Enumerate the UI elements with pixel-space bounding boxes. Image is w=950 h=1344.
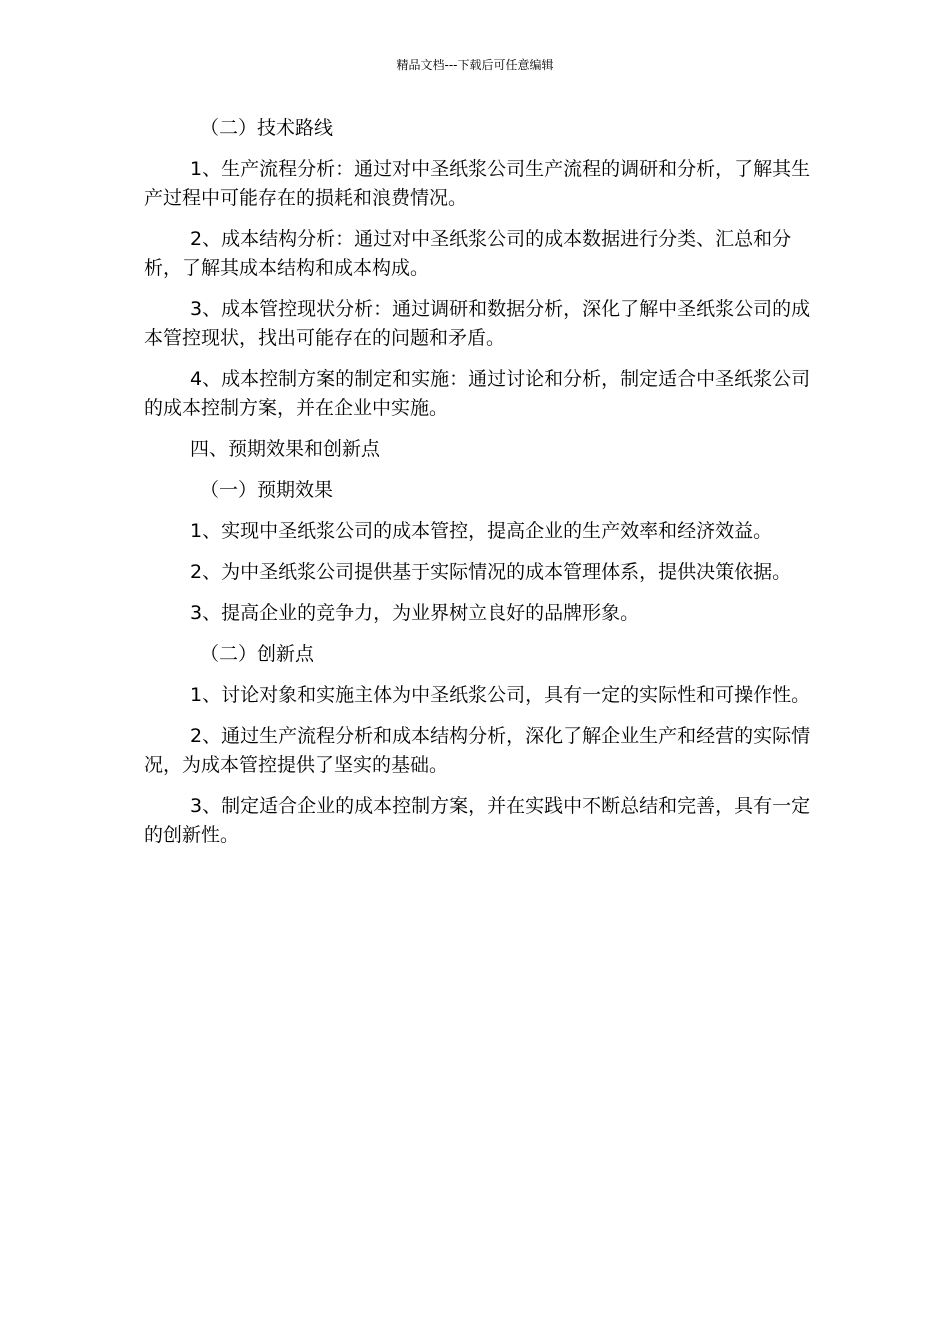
section-heading-technical-route: （二）技术路线 bbox=[200, 117, 334, 139]
paragraph: 2、通过生产流程分析和成本结构分析，深化了解企业生产和经营的实际情况，为成本管控提供了坚实的基础。 bbox=[144, 725, 811, 776]
paragraph: 1、讨论对象和实施主体为中圣纸浆公司，具有一定的实际性和可操作性。 bbox=[190, 684, 811, 706]
page-header: 精品文档---下载后可任意编辑 bbox=[396, 58, 554, 72]
document-body bbox=[144, 114, 816, 862]
section-heading-expected-effects-innovation: 四、预期效果和创新点 bbox=[190, 438, 381, 460]
paragraph: 4、成本控制方案的制定和实施：通过讨论和分析，制定适合中圣纸浆公司的成本控制方案，并在企业中实施。 bbox=[144, 368, 811, 419]
section-heading-innovation: （二）创新点 bbox=[200, 643, 315, 665]
paragraph: 2、成本结构分析：通过对中圣纸浆公司的成本数据进行分类、汇总和分析，了解其成本结构和成本构成。 bbox=[144, 228, 792, 279]
paragraph: 3、提高企业的竞争力，为业界树立良好的品牌形象。 bbox=[190, 602, 640, 624]
paragraph: 3、制定适合企业的成本控制方案，并在实践中不断总结和完善，具有一定的创新性。 bbox=[144, 795, 811, 846]
section-heading-expected-effects: （一）预期效果 bbox=[200, 479, 334, 501]
paragraph: 2、为中圣纸浆公司提供基于实际情况的成本管理体系，提供决策依据。 bbox=[190, 561, 792, 583]
paragraph: 1、实现中圣纸浆公司的成本管控，提高企业的生产效率和经济效益。 bbox=[190, 520, 773, 542]
paragraph: 1、生产流程分析：通过对中圣纸浆公司生产流程的调研和分析，了解其生产过程中可能存在的损耗和浪费情况。 bbox=[144, 158, 811, 209]
paragraph: 3、成本管控现状分析：通过调研和数据分析，深化了解中圣纸浆公司的成本管控现状，找出可能存在的问题和矛盾。 bbox=[144, 298, 811, 349]
